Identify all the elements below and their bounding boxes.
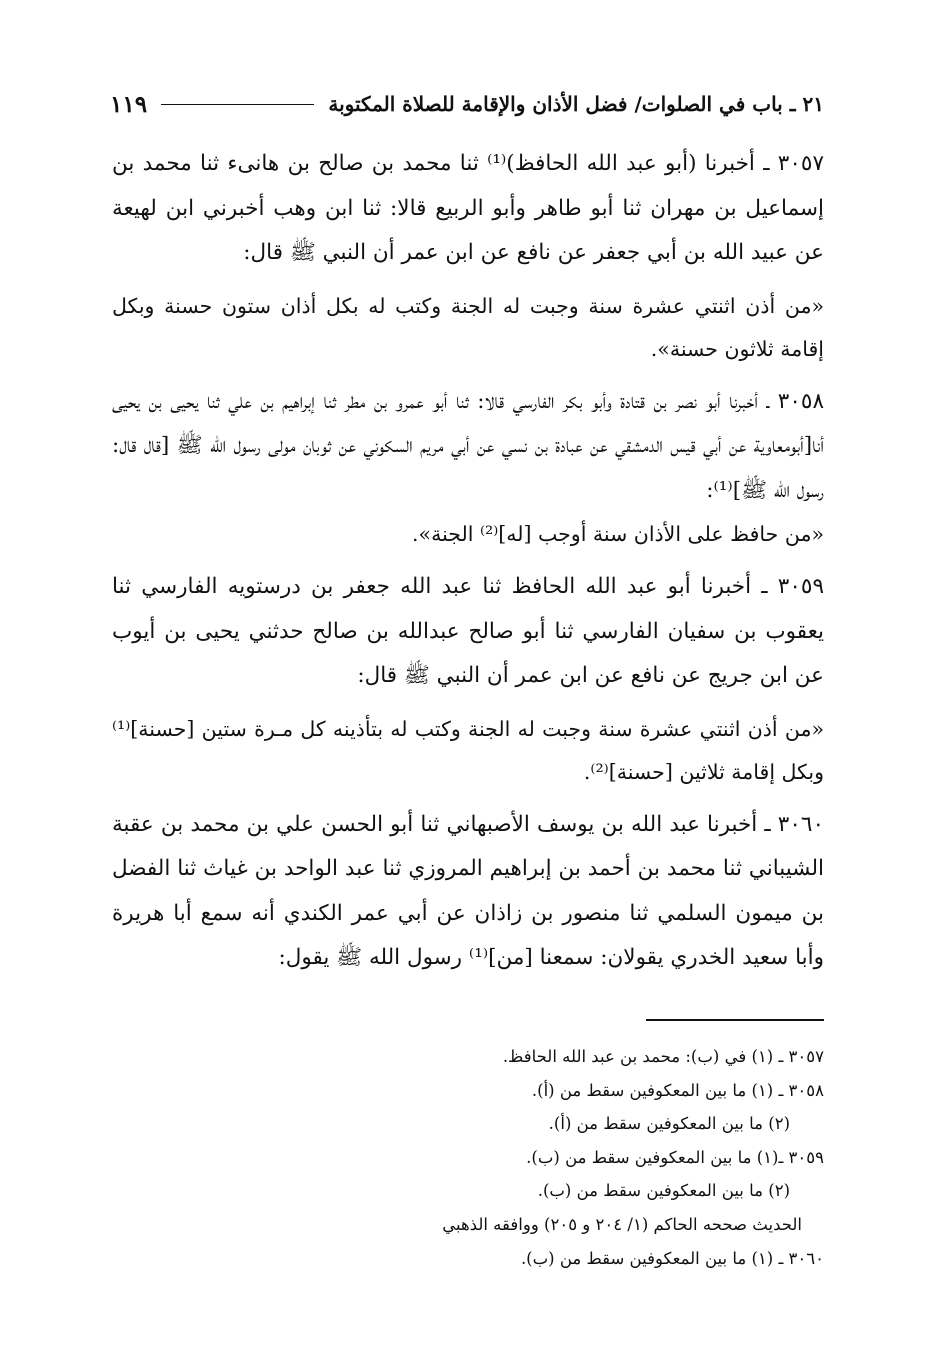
hadith-3059-isnad: ٣٠٥٩ ـ أخبرنا أبو عبد الله الحافظ ثنا عبد الله جعفر بن درستويه الفارسي ثنا يعقوب بن سفيان الفارسي ثنا أبو صالح عبدالله بن صالح حدثني يحيى بن أيوب عن ابن جريج عن نافع عن ابن عمر أن النبي ﷺ قال: [112,574,824,688]
section-title: ٢١ ـ باب في الصلوات/ فضل الأذان والإقامة للصلاة المكتوبة [328,92,824,116]
hadith-3057-text: «من أذن اثنتي عشرة سنة وجبت له الجنة وكتب له بكل أذان ستون حسنة وبكل إقامة ثلاثون حسنة». [112,293,824,361]
footnote: (٢) ما بين المعكوفين سقط من (أ). [548,1114,790,1134]
page-header [110,84,824,124]
footnote: ٣٠٥٧ ـ (١) في (ب): محمد بن عبد الله الحافظ. [502,1047,824,1066]
footnote: (٢) ما بين المعكوفين سقط من (ب). [537,1181,790,1201]
hadith-3060-isnad: ٣٠٦٠ ـ أخبرنا عبد الله بن يوسف الأصبهاني ثنا أبو الحسن علي بن محمد بن عقبة الشيباني ثنا محمد بن أحمد بن إبراهيم المروزي ثنا عبد الواحد بن غياث ثنا الفضل بن ميمون السلمي ثنا منصور بن زاذان عن أبي عمر الكندي أنه سمع أبا هريرة وأبا سعيد الخدري يقولان: سمعنا [من]⁽¹⁾ رسول الله ﷺ يقول: [112,811,824,970]
footnote-separator [646,1019,824,1021]
main-text [112,142,824,981]
header-rule [161,104,314,105]
footnote: ٣٠٥٩ ـ(١) ما بين المعكوفين سقط من (ب). [526,1147,824,1167]
footnote-note: الحديث صححه الحاكم (١/ ٢٠٤ و ٢٠٥) ووافقه الذهبي [442,1214,802,1234]
hadith-3058-isnad: ٣٠٥٨ ـ أخبرنا أبو نصر بن قتادة وأبو بكر الفارسي قالا: ثنا أبو عمرو بن مطر ثنا إبراهيم بن علي ثنا يحيى بن يحيى أنا[أبومعاوية عن أبي قيس الدمشقي عن عبادة بن نسي عن أبي مريم السكوني عن ثوبان مولى رسول الله ﷺ [قال قال: رسول الله ﷺ]⁽¹⁾: [112,388,824,503]
footnotes [300,1040,824,1275]
hadith-3058-text: «من حافظ على الأذان سنة أوجب [له]⁽²⁾ الجنة». [412,522,824,546]
footnote: ٣٠٥٨ ـ (١) ما بين المعكوفين سقط من (أ). [531,1080,824,1100]
page-number: ١١٩ [110,90,148,118]
footnote: ٣٠٦٠ ـ (١) ما بين المعكوفين سقط من (ب). [520,1248,824,1268]
hadith-3059-text: «من أذن اثنتي عشرة سنة وجبت له الجنة وكتب له بتأذينه كل مـرة ستين [حسنة]⁽¹⁾ وبكل إقامة ثلاثين [حسنة]⁽²⁾. [112,716,824,784]
hadith-3057-isnad: ٣٠٥٧ ـ أخبرنا (أبو عبد الله الحافظ)⁽¹⁾ ثنا محمد بن صالح بن هانىء ثنا محمد بن إسماعيل بن مهران ثنا أبو طاهر وأبو الربيع قالا: ثنا ابن وهب أخبرني ابن لهيعة عن عبيد الله بن أبي جعفر عن نافع عن ابن عمر أن النبي ﷺ قال: [112,151,824,265]
